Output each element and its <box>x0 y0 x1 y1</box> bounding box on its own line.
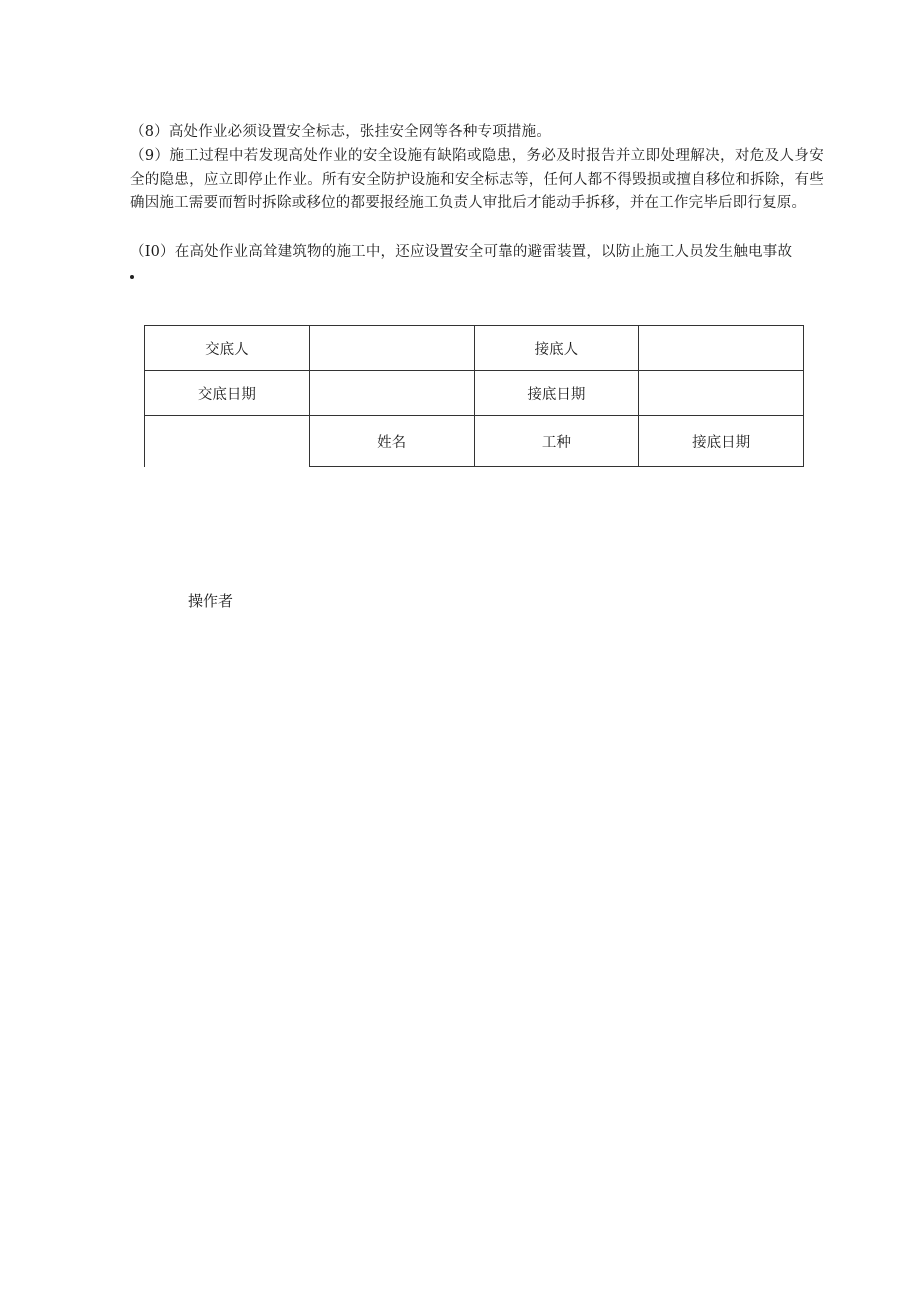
disclosure-date-value <box>309 371 474 416</box>
paragraph-9: （9）施工过程中若发现高处作业的安全设施有缺陷或隐患，务必及时报告并立即处理解决，对危及人身安全的隐患，应立即停止作业。所有安全防护设施和安全标志等，任何人都不得毁损或擅自移位和拆除，有些确因施工需要而暂时拆除或移位的都要报经施工负责人审批后才能动手拆移，并在工作完毕后即行复原。 <box>130 148 824 211</box>
name-header: 姓名 <box>309 416 474 467</box>
discloser-label: 交底人 <box>145 326 310 371</box>
disclosure-date-label: 交底日期 <box>145 371 310 416</box>
bullet-dot <box>130 275 134 279</box>
table-row <box>145 371 804 416</box>
receipt-date-label: 接底日期 <box>474 371 639 416</box>
discloser-value <box>309 326 474 371</box>
handover-signature-table <box>144 325 804 467</box>
receipt-date-value <box>639 371 804 416</box>
paragraph-10: （I0）在高处作业高耸建筑物的施工中，还应设置安全可靠的避雷装置，以防止施工人员发生触电事故 <box>130 244 793 260</box>
receiver-value <box>639 326 804 371</box>
trade-header: 工种 <box>474 416 639 467</box>
table-row <box>145 416 804 467</box>
operator-group-cell <box>145 416 310 467</box>
receiver-label: 接底人 <box>474 326 639 371</box>
table-row <box>145 326 804 371</box>
paragraph-8: （8）高处作业必须设置安全标志，张挂安全网等各种专项措施。 <box>130 124 552 140</box>
operator-label: 操作者 <box>188 592 234 610</box>
receipt-date-header: 接底日期 <box>639 416 804 467</box>
